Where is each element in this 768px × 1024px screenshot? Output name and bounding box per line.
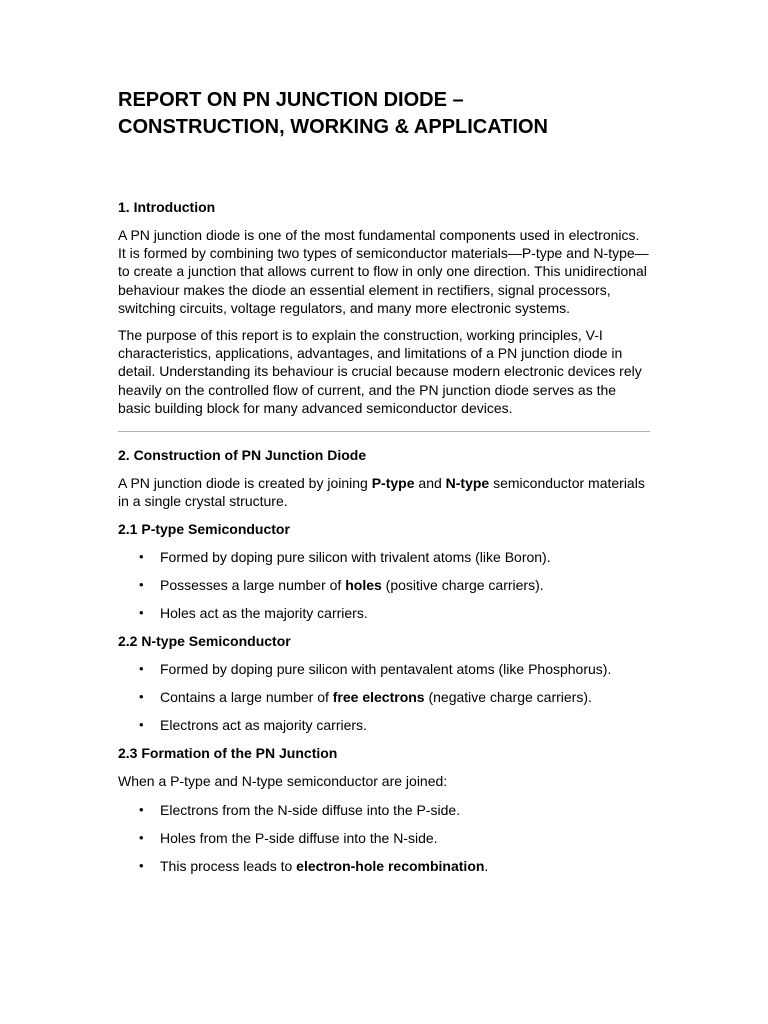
- introduction-paragraph-2: The purpose of this report is to explain the construction, working principles, V-I characteristics, applications, advantages, and limitations of a PN junction diode in detail. Understanding its behaviour is crucial because modern electronic devices rely heavily on the controlled flow of current, and the PN junction diode serves as the basic building block for many advanced semiconductor devices.: [118, 327, 642, 416]
- introduction-heading: 1. Introduction: [118, 199, 216, 215]
- report-title-line-2: CONSTRUCTION, WORKING & APPLICATION: [118, 116, 548, 138]
- introduction-paragraph-1: A PN junction diode is one of the most fundamental components used in electronics. It is formed by combining two types of semiconductor materials—P-type and N-type—to create a junction that allows current to flow in only one direction. This unidirectional behaviour makes the diode an essential element in rectifiers, signal processors, switching circuits, voltage regulators, and many more electronic systems.: [118, 227, 649, 316]
- list-item: • This process leads to electron-hole recombination.: [118, 857, 650, 875]
- list-item: • Formed by doping pure silicon with trivalent atoms (like Boron).: [118, 548, 650, 566]
- list-item: • Electrons act as majority carriers.: [118, 716, 650, 734]
- report-title: [118, 87, 650, 141]
- list-item: • Holes act as the majority carriers.: [118, 604, 650, 622]
- ptype-heading: 2.1 P-type Semiconductor: [118, 521, 290, 538]
- construction-intro: A PN junction diode is created by joining P-type and N-type semiconductor materials in a single crystal structure.: [118, 475, 645, 510]
- construction-heading: 2. Construction of PN Junction Diode: [118, 447, 367, 464]
- list-item: • Holes from the P-side diffuse into the N-side.: [118, 829, 650, 847]
- list-item: • Formed by doping pure silicon with pentavalent atoms (like Phosphorus).: [118, 660, 650, 678]
- formation-heading: 2.3 Formation of the PN Junction: [118, 745, 338, 762]
- formation-list: [118, 801, 650, 875]
- ptype-list: [118, 548, 650, 622]
- section-divider: [118, 431, 650, 432]
- formation-intro: When a P-type and N-type semiconductor are joined:: [118, 773, 448, 790]
- report-title-line-1: REPORT ON PN JUNCTION DIODE –: [118, 89, 464, 111]
- list-item: • Contains a large number of free electrons (negative charge carriers).: [118, 688, 650, 706]
- list-item: • Possesses a large number of holes (positive charge carriers).: [118, 576, 650, 594]
- list-item: • Electrons from the N-side diffuse into the P-side.: [118, 801, 650, 819]
- ntype-list: [118, 660, 650, 734]
- document-content: [118, 87, 650, 875]
- ntype-heading: 2.2 N-type Semiconductor: [118, 633, 291, 650]
